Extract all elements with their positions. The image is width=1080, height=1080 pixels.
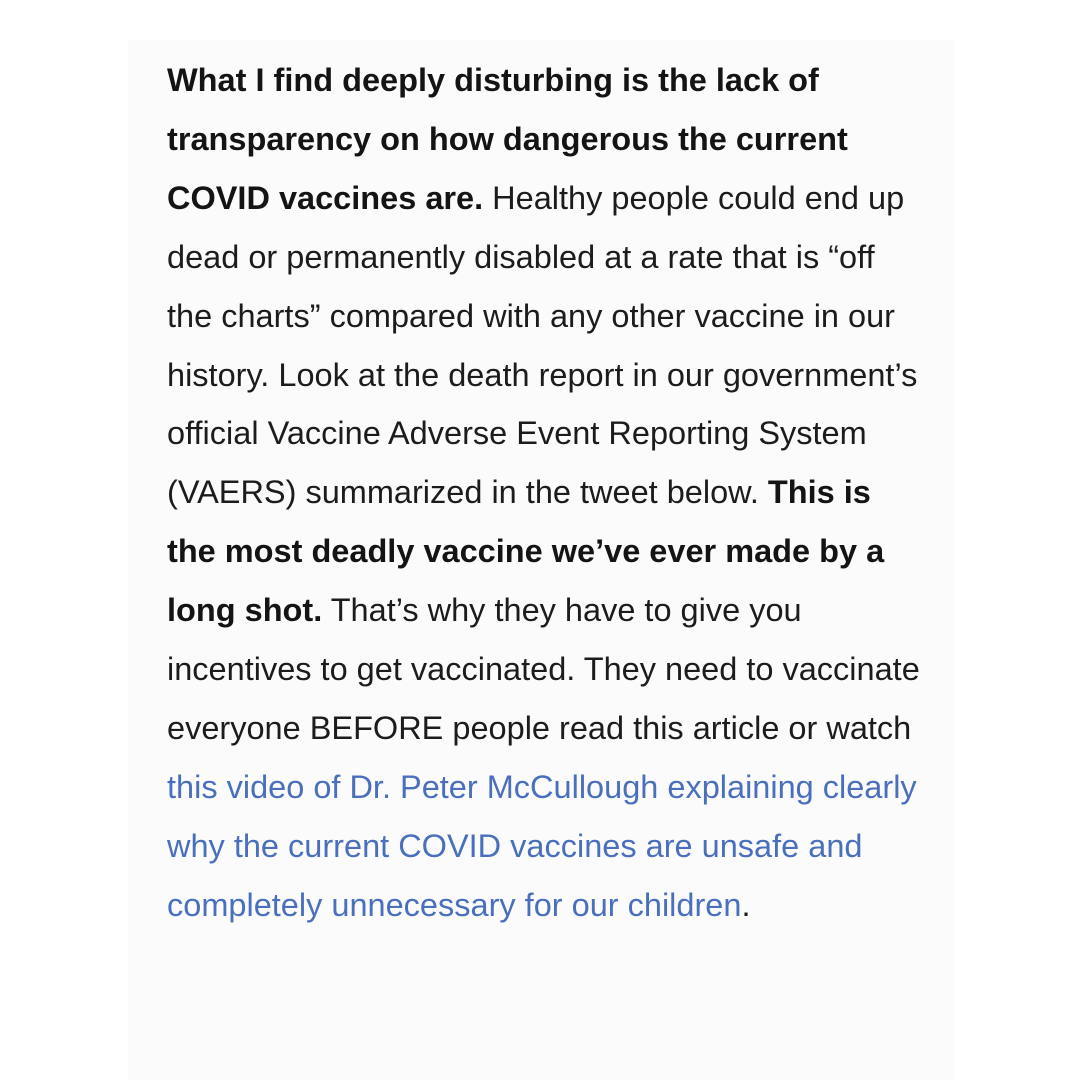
bold-claim-text: This is the most deadly vaccine we’ve ever made by a long shot. [167,474,885,629]
closing-period: . [741,886,751,923]
body-text: Healthy people could end up dead or permanently disabled at a rate that is “off the charts” compared with any other vaccine in our history. Look at the death report in our government’s official Vaccine Adverse Event Reporting System (VAERS) summarized in the tweet below. [167,179,918,511]
body-text: That’s why they have to give you incentives to get vaccinated. They need to vaccinate everyone BEFORE people read this article or watch [167,592,920,746]
article-paragraph [167,51,927,935]
video-link[interactable]: this video of Dr. Peter McCullough explaining clearly why the current COVID vaccines are unsafe and completely unnecessary for our children [167,768,917,923]
bold-intro-text: What I find deeply disturbing is the lack of transparency on how dangerous the current COVID vaccines are. [167,62,848,216]
